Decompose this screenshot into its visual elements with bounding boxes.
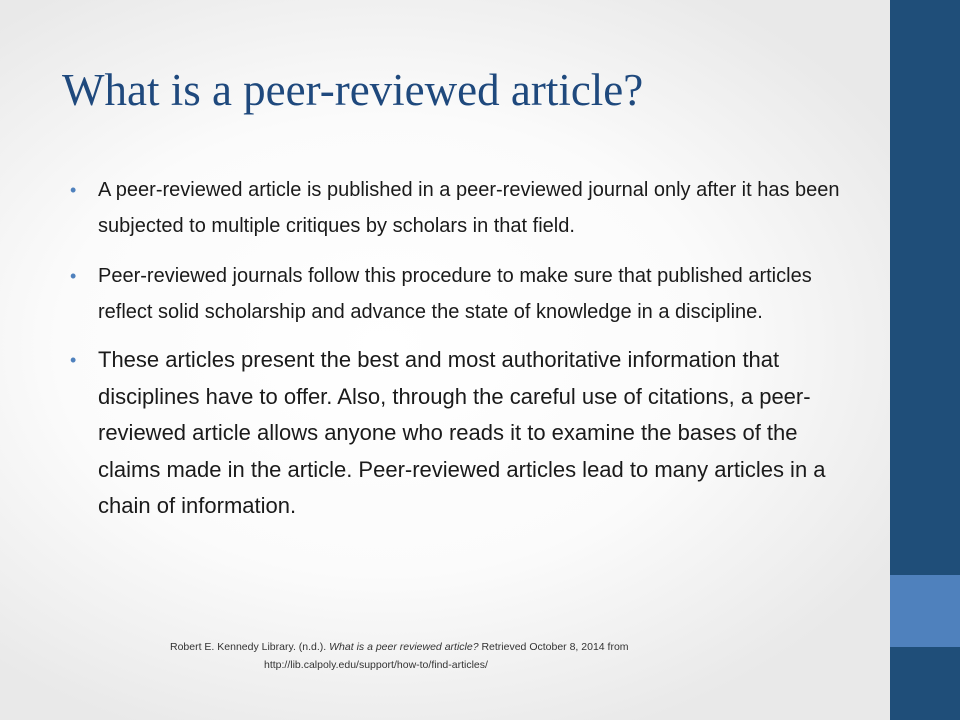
sidebar-decoration-bottom — [890, 647, 960, 720]
bullet-dot-icon: • — [70, 180, 77, 200]
citation-url: http://lib.calpoly.edu/support/how-to/find-articles/ — [264, 659, 488, 671]
bullet-list — [70, 172, 850, 525]
bullet-text: These articles present the best and most authoritative information that disciplines have to offer. Also, through the careful use of citations, a peer-reviewed article allows anyone who reads it to examine the bases of the claims made in the article. Peer-reviewed articles lead to many articles in a chain of information. — [98, 347, 826, 518]
bullet-dot-icon: • — [70, 350, 77, 370]
bullet-dot-icon: • — [70, 266, 77, 286]
bullet-text: Peer-reviewed journals follow this procedure to make sure that published articles reflect solid scholarship and advance the state of knowledge in a discipline. — [98, 265, 812, 323]
bullet-item — [70, 172, 850, 244]
citation-suffix: Retrieved October 8, 2014 from — [478, 641, 629, 653]
citation — [170, 638, 770, 674]
slide-title: What is a peer-reviewed article? — [62, 65, 644, 115]
bullet-item — [70, 342, 850, 525]
bullet-item — [70, 258, 850, 330]
citation-prefix: Robert E. Kennedy Library. (n.d.). — [170, 641, 330, 653]
citation-title: What is a peer reviewed article? — [329, 641, 479, 653]
bullet-text: A peer-reviewed article is published in a peer-reviewed journal only after it has been subjected to multiple critiques by scholars in that field. — [98, 179, 840, 237]
sidebar-decoration-accent — [890, 575, 960, 647]
sidebar-decoration-top — [890, 0, 960, 575]
